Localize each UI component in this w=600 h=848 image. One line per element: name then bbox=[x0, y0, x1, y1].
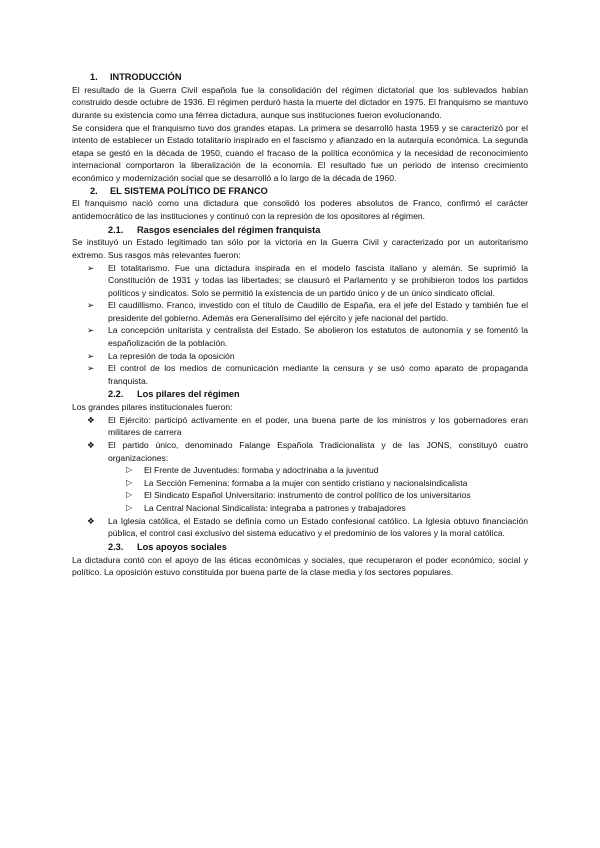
list-item-text: El partido único, denominado Falange Española Tradicionalista y de las JONS, constituyó cuatro organizaciones: bbox=[108, 440, 528, 463]
pilares-list-continued bbox=[72, 515, 528, 540]
list-item-text: El Ejército: participó activamente en el poder, una buena parte de los ministros y los gobernadores eran militares de carrera bbox=[108, 414, 528, 438]
sub-list-item-text: La Central Nacional Sindicalista: integraba a patrones y trabajadores bbox=[144, 503, 406, 513]
rasgos-list bbox=[72, 262, 528, 388]
section-1-paragraph-1: El resultado de la Guerra Civil española fue la consolidación del régimen dictatorial que los sublevados habían construido desde octubre de 1936. El régimen perduró hasta la muerte del dictador en 1975. El franquismo se mantuvo durante su existencia como una férrea dictadura, aunque sus instituciones fueron evolucionando. bbox=[72, 84, 528, 120]
sub-list-item-text: La Sección Femenina: formaba a la mujer con sentido cristiano y nacionalsindicalista bbox=[144, 477, 468, 488]
section-1-paragraph-2: Se considera que el franquismo tuvo dos grandes etapas. La primera se desarrolló hasta 1959 y se caracterizó por el intento de establecer un Estado totalitario inspirado en el fascismo y afianzado en la autarquía económica. La segunda etapa se gestó en la década de 1950, cuando el fracaso de la política económica y la necesidad de reconocimiento internacional comportaron la liberalización de la economía. El resultado fue un periodo de intenso crecimiento económico y modernización social que se desarrolló a lo largo de la década de 1960. bbox=[72, 122, 528, 183]
arrow-bullet-icon: ➢ bbox=[87, 363, 95, 374]
list-item bbox=[72, 350, 528, 363]
section-2-2-number: 2.2. bbox=[108, 389, 124, 400]
section-2-2-intro: Los grandes pilares institucionales fueron: bbox=[72, 402, 233, 413]
list-item-text: El caudillismo. Franco, investido con el título de Caudillo de España, era el jefe del Estado y también fue el presidente del gobierno. Además era Generalísimo del ejército y jefe nacional del partido. bbox=[108, 300, 528, 323]
diamond-bullet-icon: ❖ bbox=[87, 414, 95, 425]
section-2-3-title: Los apoyos sociales bbox=[137, 541, 227, 552]
triangle-bullet-icon: ▷ bbox=[126, 477, 133, 487]
list-item-text: La concepción unitarista y centralista del Estado. Se abolieron los estatutos de autonomía y se fomentó la españolización de la población. bbox=[108, 325, 528, 349]
list-item-text: El totalitarismo. Fue una dictadura inspirada en el modelo fascista italiano y alemán. Se suprimió la Constitución de 1931 y todas las libertades; se clausuró el Parlamento y se prohibieron todos los partidos políticos y sindicatos. Solo se permitió la existencia de un partido único y de un único sindicato oficial. bbox=[108, 262, 528, 298]
list-item-text: La represión de toda la oposición bbox=[108, 350, 235, 361]
sub-list-item-text: El Sindicato Español Universitario: instrumento de control político de los universitarios bbox=[144, 490, 471, 501]
sub-list-item bbox=[72, 502, 528, 515]
pilares-list bbox=[72, 414, 528, 464]
list-item bbox=[72, 262, 528, 300]
arrow-bullet-icon: ➢ bbox=[87, 325, 95, 336]
section-2-3-number: 2.3. bbox=[108, 541, 124, 552]
organizaciones-list bbox=[72, 464, 528, 514]
section-2-1-title: Rasgos esenciales del régimen franquista bbox=[137, 224, 321, 235]
list-item bbox=[72, 414, 528, 439]
section-2-2-title: Los pilares del régimen bbox=[137, 389, 240, 400]
section-2-3-paragraph: La dictadura contó con el apoyo de las éticas económicas y sociales, que recuperaron el poder económico, social y político. La oposición estuvo constituida por buena parte de la clase media y los sectores populares. bbox=[72, 554, 528, 578]
arrow-bullet-icon: ➢ bbox=[87, 350, 95, 361]
list-item bbox=[72, 324, 528, 349]
section-1-title: INTRODUCCIÓN bbox=[110, 72, 182, 82]
section-2-heading bbox=[72, 185, 528, 198]
sub-list-item bbox=[72, 489, 528, 502]
sub-list-item bbox=[72, 477, 528, 490]
arrow-bullet-icon: ➢ bbox=[87, 300, 95, 311]
section-2-1-number: 2.1. bbox=[108, 224, 124, 235]
triangle-bullet-icon: ▷ bbox=[126, 503, 133, 512]
section-1-heading bbox=[72, 71, 528, 84]
section-2-1-intro: Se instituyó un Estado legitimado tan sólo por la victoria en la Guerra Civil y caracterizado por un autoritarismo extremo. Sus rasgos más relevantes fueron: bbox=[72, 237, 528, 260]
list-item bbox=[72, 515, 528, 540]
section-2-2-heading bbox=[72, 388, 528, 401]
sub-list-item bbox=[72, 464, 528, 477]
triangle-bullet-icon: ▷ bbox=[126, 465, 133, 475]
list-item bbox=[72, 299, 528, 324]
section-1-number: 1. bbox=[90, 72, 98, 82]
section-2-paragraph-1: El franquismo nació como una dictadura que consolidó los poderes absolutos de Franco, confirmó el carácter antidemocrático de las instituciones y continuó con la represión de los opositores al régimen. bbox=[72, 198, 528, 221]
diamond-bullet-icon: ❖ bbox=[87, 515, 95, 526]
list-item-text: El control de los medios de comunicación mediante la censura y se usó como aparato de propaganda franquista. bbox=[108, 363, 528, 386]
section-2-title: EL SISTEMA POLÍTICO DE FRANCO bbox=[110, 185, 268, 196]
section-2-3-heading bbox=[72, 541, 528, 554]
sub-list-item-text: El Frente de Juventudes: formaba y adoctrinaba a la juventud bbox=[144, 465, 379, 476]
arrow-bullet-icon: ➢ bbox=[87, 262, 95, 273]
list-item bbox=[72, 362, 528, 387]
document-page bbox=[72, 71, 528, 579]
section-2-1-heading bbox=[72, 224, 528, 237]
list-item-text: La Iglesia católica, el Estado se definía como un Estado confesional católico. La Iglesia obtuvo financiación pública, el control casi exclusivo del sistema educativo y el predominio de los valores y la moral católica. bbox=[108, 515, 528, 539]
triangle-bullet-icon: ▷ bbox=[126, 490, 133, 500]
section-2-number: 2. bbox=[90, 185, 98, 196]
list-item bbox=[72, 439, 528, 464]
diamond-bullet-icon: ❖ bbox=[87, 440, 95, 451]
